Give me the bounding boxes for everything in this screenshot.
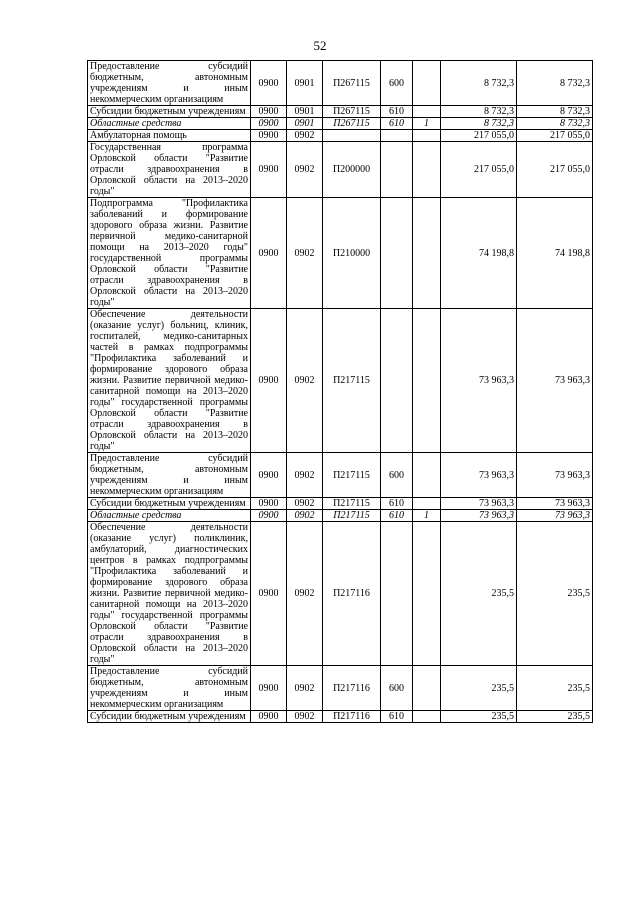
row-ministry-code: 0900	[251, 142, 287, 198]
row-funding-source	[413, 711, 441, 723]
row-section-code: 0902	[287, 142, 323, 198]
row-expense-type: 610	[381, 106, 413, 118]
row-description: Обеспечение деятельности (оказание услуг) поликлиник, амбулаторий, диагностических центров в рамках подпрограммы "Профилактика заболеваний и формирование здорового образа жизни. Развитие первичной медико-санитарной помощи на 2013–2020 годы" государственной программы Орловской области "Развитие отрасли здравоохранения в Орловской области на 2013–2020 годы"	[88, 522, 251, 666]
row-amount-1: 235,5	[441, 711, 517, 723]
row-target-article: П210000	[323, 198, 381, 309]
row-expense-type: 610	[381, 118, 413, 130]
row-target-article: П217115	[323, 309, 381, 453]
row-description: Государственная программа Орловской области "Развитие отрасли здравоохранения в Орловской области на 2013–2020 годы"	[88, 142, 251, 198]
row-section-code: 0902	[287, 711, 323, 723]
row-section-code: 0902	[287, 666, 323, 711]
table-row	[88, 309, 593, 453]
row-amount-1: 8 732,3	[441, 61, 517, 106]
row-section-code: 0902	[287, 510, 323, 522]
row-amount-2: 73 963,3	[517, 510, 593, 522]
row-ministry-code: 0900	[251, 106, 287, 118]
row-section-code: 0902	[287, 498, 323, 510]
row-description: Подпрограмма "Профилактика заболеваний и формирование здорового образа жизни. Развитие первичной медико-санитарной помощи на 2013–2020 годы" государственной программы Орловской области "Развитие отрасли здравоохранения в Орловской области на 2013–2020 годы"	[88, 198, 251, 309]
row-expense-type	[381, 130, 413, 142]
table-row	[88, 510, 593, 522]
row-description: Областные средства	[88, 118, 251, 130]
row-expense-type: 600	[381, 453, 413, 498]
row-amount-1: 74 198,8	[441, 198, 517, 309]
row-amount-1: 235,5	[441, 522, 517, 666]
row-target-article: П217115	[323, 510, 381, 522]
row-target-article: П217116	[323, 522, 381, 666]
row-expense-type: 600	[381, 61, 413, 106]
row-amount-2: 73 963,3	[517, 309, 593, 453]
row-amount-2: 73 963,3	[517, 453, 593, 498]
row-description: Предоставление субсидий бюджетным, автономным учреждениям и иным некоммерческим организациям	[88, 453, 251, 498]
row-description: Субсидии бюджетным учреждениям	[88, 711, 251, 723]
row-funding-source	[413, 142, 441, 198]
table-row	[88, 142, 593, 198]
row-section-code: 0902	[287, 198, 323, 309]
row-amount-2: 74 198,8	[517, 198, 593, 309]
row-section-code: 0902	[287, 130, 323, 142]
row-target-article: П217115	[323, 498, 381, 510]
row-target-article: П200000	[323, 142, 381, 198]
row-amount-1: 217 055,0	[441, 142, 517, 198]
table-row	[88, 61, 593, 106]
row-amount-1: 235,5	[441, 666, 517, 711]
row-funding-source	[413, 198, 441, 309]
row-funding-source	[413, 522, 441, 666]
table-row	[88, 522, 593, 666]
row-ministry-code: 0900	[251, 61, 287, 106]
row-description: Обеспечение деятельности (оказание услуг) больниц, клиник, госпиталей, медико-санитарных частей в рамках подпрограммы "Профилактика заболеваний и формирование здорового образа жизни. Развитие первичной медико-санитарной помощи на 2013–2020 годы" государственной программы Орловской области "Развитие отрасли здравоохранения в Орловской области на 2013–2020 годы"	[88, 309, 251, 453]
row-funding-source	[413, 130, 441, 142]
row-description: Субсидии бюджетным учреждениям	[88, 106, 251, 118]
row-section-code: 0901	[287, 106, 323, 118]
row-section-code: 0902	[287, 453, 323, 498]
row-target-article: П267115	[323, 106, 381, 118]
row-funding-source	[413, 498, 441, 510]
page-number: 52	[313, 38, 327, 53]
budget-table	[87, 60, 593, 723]
table-row	[88, 106, 593, 118]
row-ministry-code: 0900	[251, 198, 287, 309]
row-amount-1: 8 732,3	[441, 118, 517, 130]
row-target-article	[323, 130, 381, 142]
row-description: Предоставление субсидий бюджетным, автономным учреждениям и иным некоммерческим организациям	[88, 61, 251, 106]
row-expense-type	[381, 309, 413, 453]
row-amount-2: 8 732,3	[517, 61, 593, 106]
row-funding-source	[413, 309, 441, 453]
row-target-article: П267115	[323, 118, 381, 130]
row-funding-source	[413, 453, 441, 498]
row-funding-source	[413, 106, 441, 118]
row-section-code: 0902	[287, 309, 323, 453]
row-expense-type: 610	[381, 711, 413, 723]
row-section-code: 0901	[287, 61, 323, 106]
row-amount-1: 217 055,0	[441, 130, 517, 142]
table-row	[88, 453, 593, 498]
row-expense-type	[381, 198, 413, 309]
row-amount-2: 8 732,3	[517, 106, 593, 118]
row-funding-source: 1	[413, 118, 441, 130]
row-ministry-code: 0900	[251, 309, 287, 453]
row-amount-2: 217 055,0	[517, 142, 593, 198]
row-funding-source	[413, 61, 441, 106]
row-ministry-code: 0900	[251, 453, 287, 498]
row-target-article: П217116	[323, 711, 381, 723]
row-amount-2: 235,5	[517, 522, 593, 666]
row-amount-2: 235,5	[517, 666, 593, 711]
row-description: Предоставление субсидий бюджетным, автономным учреждениям и иным некоммерческим организациям	[88, 666, 251, 711]
row-ministry-code: 0900	[251, 510, 287, 522]
row-target-article: П217115	[323, 453, 381, 498]
table-row	[88, 666, 593, 711]
row-amount-2: 235,5	[517, 711, 593, 723]
row-funding-source	[413, 666, 441, 711]
table-row	[88, 130, 593, 142]
row-description: Областные средства	[88, 510, 251, 522]
table-row	[88, 198, 593, 309]
row-section-code: 0901	[287, 118, 323, 130]
row-ministry-code: 0900	[251, 130, 287, 142]
row-ministry-code: 0900	[251, 522, 287, 666]
row-description: Субсидии бюджетным учреждениям	[88, 498, 251, 510]
row-ministry-code: 0900	[251, 666, 287, 711]
row-target-article: П267115	[323, 61, 381, 106]
row-ministry-code: 0900	[251, 118, 287, 130]
row-amount-2: 8 732,3	[517, 118, 593, 130]
row-expense-type: 610	[381, 510, 413, 522]
table-row	[88, 711, 593, 723]
row-amount-1: 73 963,3	[441, 453, 517, 498]
table-row	[88, 498, 593, 510]
row-amount-1: 73 963,3	[441, 498, 517, 510]
row-amount-1: 73 963,3	[441, 309, 517, 453]
row-funding-source: 1	[413, 510, 441, 522]
table-row	[88, 118, 593, 130]
row-ministry-code: 0900	[251, 498, 287, 510]
row-description: Амбулаторная помощь	[88, 130, 251, 142]
row-target-article: П217116	[323, 666, 381, 711]
row-expense-type: 600	[381, 666, 413, 711]
row-amount-1: 73 963,3	[441, 510, 517, 522]
row-ministry-code: 0900	[251, 711, 287, 723]
row-amount-1: 8 732,3	[441, 106, 517, 118]
row-section-code: 0902	[287, 522, 323, 666]
row-expense-type: 610	[381, 498, 413, 510]
row-expense-type	[381, 522, 413, 666]
row-amount-2: 73 963,3	[517, 498, 593, 510]
row-amount-2: 217 055,0	[517, 130, 593, 142]
row-expense-type	[381, 142, 413, 198]
